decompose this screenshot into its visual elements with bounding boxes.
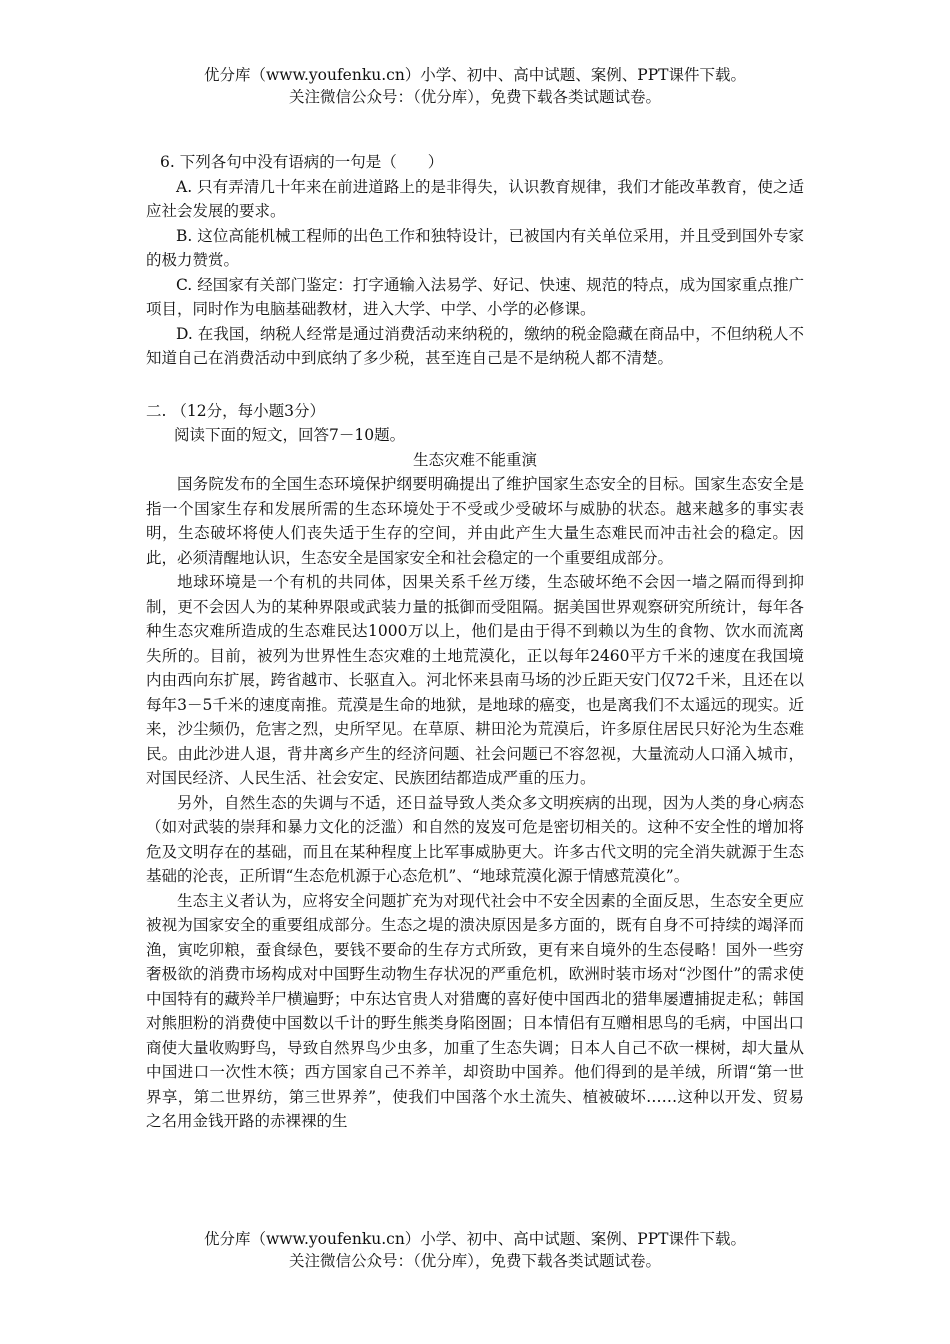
section-2-heading: 二. （12分，每小题3分） [146,401,325,420]
question-6-option-a: A. 只有弄清几十年来在前进道路上的是非得失，认识教育规律，我们才能改革教育，使之适应社会发展的要求。 [146,177,804,220]
article-paragraph-4: 生态主义者认为，应将安全问题扩充为对现代社会中不安全因素的全面反思，生态安全更应被视为国家安全的重要组成部分。生态之堤的溃决原因是多方面的，既有自身不可持续的竭泽而渔，寅吃卯粮，蚕食绿色，要钱不要命的生存方式所致，更有来自境外的生态侵略！国外一些穷奢极欲的消费市场构成对中国野生动物生存状况的严重危机，欧洲时装市场对“沙图什”的需求使中国特有的藏羚羊尸横遍野；中东达官贵人对猎鹰的喜好使中国西北的猎隼屡遭捕捉走私；韩国对熊胆粉的消费使中国数以千计的野生熊类身陷囹圄；日本情侣有互赠相思鸟的毛病，中国出口商使大量收购野鸟，导致自然界鸟少虫多，加重了生态失调；日本人自己不砍一棵树，却大量从中国进口一次性木筷；西方国家自己不养羊，却资助中国养。他们得到的是羊绒，所谓“第一世界享，第二世界纺，第三世界养”，使我们中国落个水土流失、植被破坏……这种以开发、贸易之名用金钱开路的赤裸裸的生 [146,891,804,1130]
page-footer [0,1228,950,1272]
article-paragraph-3: 另外，自然生态的失调与不适，还日益导致人类众多文明疾病的出现，因为人类的身心病态（如对武装的崇拜和暴力文化的泛滥）和自然的岌岌可危是密切相关的。这种不安全性的增加将危及文明存在的基础，而且在某种程度上比军事威胁更大。许多古代文明的完全消失就源于生态基础的沦丧，正所谓“生态危机源于心态危机”、“地球荒漠化源于情感荒漠化”。 [146,793,804,885]
section-2-instruction: 阅读下面的短文，回答7－10题。 [174,426,406,444]
question-6-option-b: B. 这位高能机械工程师的出色工作和独特设计，已被国内有关单位采用，并且受到国外专家的极力赞赏。 [146,226,804,269]
page-header [0,64,950,108]
section-gap [146,371,804,399]
article-title: 生态灾难不能重演 [412,450,537,469]
footer-line-1: 优分库（www.youfenku.cn）小学、初中、高中试题、案例、PPT课件下载。 [203,1230,747,1248]
footer-line-2: 关注微信公众号：（优分库），免费下载各类试题试卷。 [288,1252,661,1270]
question-6-option-d: D. 在我国，纳税人经常是通过消费活动来纳税的，缴纳的税金隐藏在商品中，不但纳税人不知道自己在消费活动中到底纳了多少税，甚至连自己是不是纳税人都不清楚。 [146,324,804,367]
question-6-option-c: C. 经国家有关部门鉴定：打字通输入法易学、好记、快速、规范的特点，成为国家重点推广项目，同时作为电脑基础教材，进入大学、中学、小学的必修课。 [146,275,804,318]
header-line-1: 优分库（www.youfenku.cn）小学、初中、高中试题、案例、PPT课件下载。 [203,66,747,84]
question-6-stem: 6. 下列各句中没有语病的一句是（ ） [160,153,444,171]
article-paragraph-1: 国务院发布的全国生态环境保护纲要明确提出了维护国家生态安全的目标。国家生态安全是指一个国家生存和发展所需的生态环境处于不受或少受破坏与威胁的状态。越来越多的事实表明，生态破坏将使人们丧失适于生存的空间，并由此产生大量生态难民而冲击社会的稳定。因此，必须清醒地认识，生态安全是国家安全和社会稳定的一个重要组成部分。 [146,475,804,567]
header-line-2: 关注微信公众号：（优分库），免费下载各类试题试卷。 [288,88,661,106]
page-content [146,150,804,1134]
article-paragraph-2: 地球环境是一个有机的共同体，因果关系千丝万缕，生态破坏绝不会因一墙之隔而得到抑制，更不会因人为的某种界限或武装力量的抵御而受阻隔。据美国世界观察研究所统计，每年各种生态灾难所造成的生态难民达1000万以上，他们是由于得不到赖以为生的食物、饮水而流离失所的。目前，被列为世界性生态灾难的土地荒漠化，正以每年2460平方千米的速度在我国境内由西向东扩展，跨省越市、长驱直入。河北怀来县南马场的沙丘距天安门仅72千米，且还在以每年3－5千米的速度南推。荒漠是生命的地狱，是地球的癌变，也是离我们不太遥远的现实。近来，沙尘频仍，危害之烈，史所罕见。在草原、耕田沦为荒漠后，许多原住居民只好沦为生态难民。由此沙进人退，背井离乡产生的经济问题、社会问题已不容忽视，大量流动人口涌入城市，对国民经济、人民生活、社会安定、民族团结都造成严重的压力。 [146,573,804,787]
